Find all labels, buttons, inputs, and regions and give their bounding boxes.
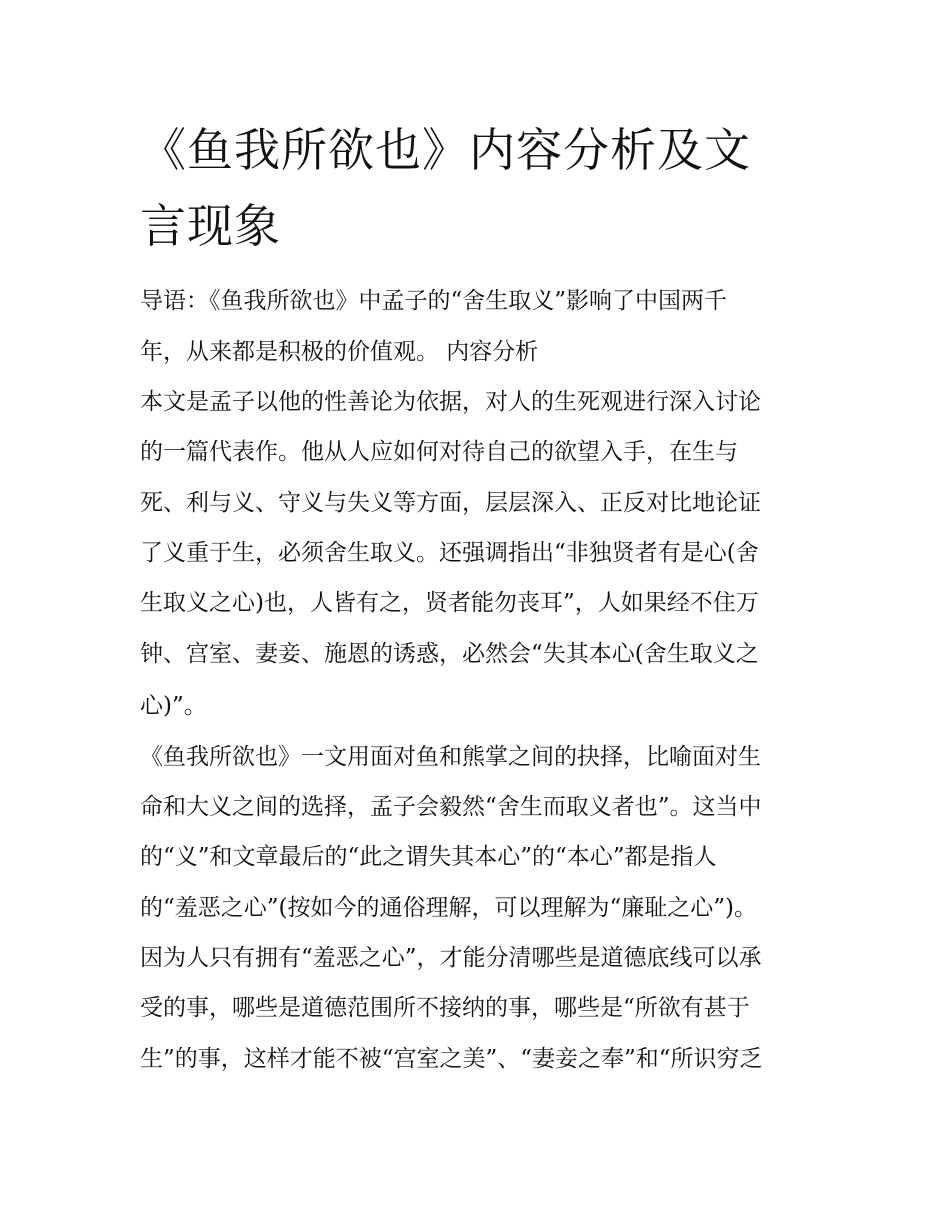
title-line-2: 言现象 xyxy=(140,199,281,253)
body-line-1: 导语：《鱼我所欲也》中孟子的“舍生取义”影响了中国两千 xyxy=(140,288,728,314)
body-line-14: 因为人只有拥有“羞恶之心”，才能分清哪些是道德底线可以承 xyxy=(140,945,762,971)
title-line-1: 《鱼我所欲也》内容分析及文 xyxy=(140,123,751,177)
body-line-3: 本文是孟子以他的性善论为依据，对人的生死观进行深入讨论 xyxy=(140,389,761,415)
body-line-4: 的一篇代表作。他从人应如何对待自己的欲望入手，在生与 xyxy=(140,439,738,465)
body-line-11: 命和大义之间的选择，孟子会毅然“舍生而取义者也”。这当中 xyxy=(140,794,762,820)
body-line-16: 生”的事，这样才能不被“宫室之美”、“妻妾之奉”和“所识穷乏 xyxy=(140,1046,763,1072)
body-line-9: 心)”。 xyxy=(140,693,207,719)
body-line-13: 的“羞恶之心”(按如今的通俗理解，可以理解为“廉耻之心”)。 xyxy=(140,895,757,921)
body-line-6: 了义重于生，必须舍生取义。还强调指出“非独贤者有是心(舍 xyxy=(140,540,759,566)
body-line-7: 生取义之心)也，人皆有之，贤者能勿丧耳”，人如果经不住万 xyxy=(140,590,759,616)
body-line-12: 的“义”和文章最后的“此之谓失其本心”的“本心”都是指人 xyxy=(140,844,717,870)
document-title xyxy=(140,112,820,264)
body-line-10: 《鱼我所欲也》一文用面对鱼和熊掌之间的抉择，比喻面对生 xyxy=(140,744,761,770)
body-line-15: 受的事，哪些是道德范围所不接纳的事，哪些是“所欲有甚于 xyxy=(140,995,750,1021)
body-line-8: 钟、宫室、妻妾、施恩的诱惑，必然会“失其本心(舍生取义之 xyxy=(140,641,759,667)
body-line-2: 年，从来都是积极的价值观。 内容分析 xyxy=(140,339,539,365)
body-line-5: 死、利与义、守义与失义等方面，层层深入、正反对比地论证 xyxy=(140,490,761,516)
